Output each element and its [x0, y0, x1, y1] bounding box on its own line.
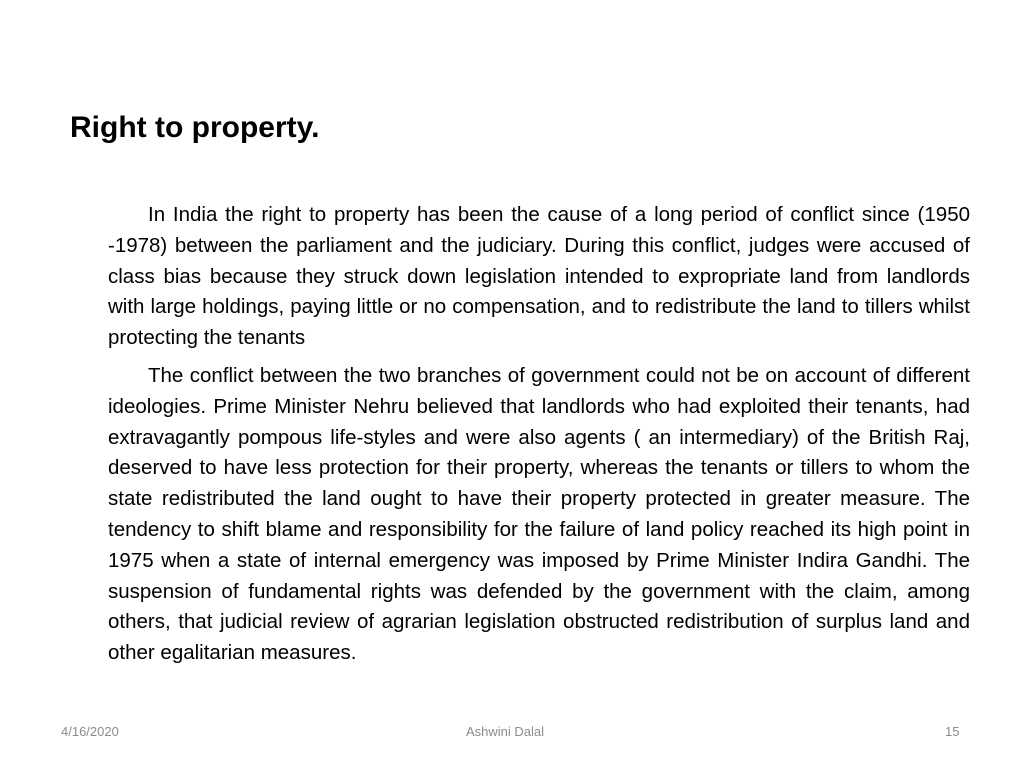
footer-page-number: 15 [945, 724, 960, 739]
slide-title: Right to property. [70, 111, 320, 144]
body-paragraph-2: The conflict between the two branches of government could not be on account of different ideologies. Prime Minister Nehru believed that landlords who had exploited their tenants, had extravagantly pompous life-styles and were also agents ( an intermediary) of the British Raj, deserved to have less protection for their property, whereas the tenants or tillers to whom the state redistributed the land ought to have their property protected in greater measure. The tendency to shift blame and responsibility for the failure of land policy reached its high point in 1975 when a state of internal emergency was imposed by Prime Minister Indira Gandhi. The suspension of fundamental rights was defended by the government with the claim, among others, that judicial review of agrarian legislation obstructed redistribution of surplus land and other egalitarian measures. [108, 363, 970, 665]
body-paragraph-1: In India the right to property has been the cause of a long period of conflict since (1950 -1978) between the parliament and the judiciary. During this conflict, judges were accused of class bias because they struck down legislation intended to expropriate land from landlords with large holdings, paying little or no compensation, and to redistribute the land to tillers whilst protecting the tenants [108, 203, 970, 350]
footer-date: 4/16/2020 [61, 724, 119, 739]
footer-author: Ashwini Dalal [466, 724, 545, 739]
slide-body [108, 200, 970, 676]
